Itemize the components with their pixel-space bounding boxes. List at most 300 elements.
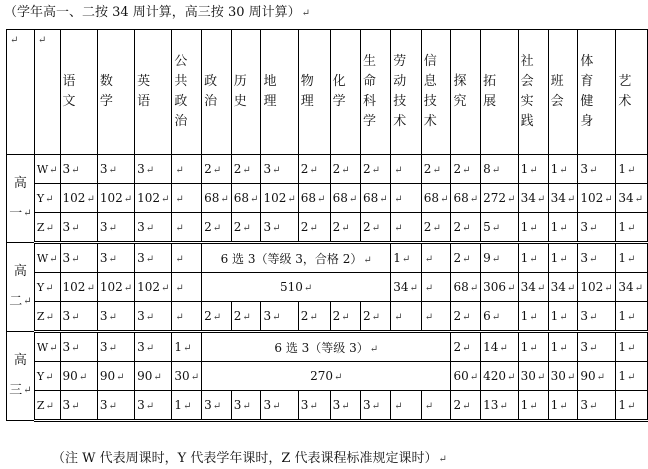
table-cell [548,184,578,213]
subject-header-label [301,30,328,154]
paragraph-mark-icon [567,372,575,383]
table-cell [391,273,422,302]
subject-header-char: 技 [423,94,437,109]
paragraph-mark-icon [462,312,470,323]
subject-header [97,30,134,155]
paragraph-mark-icon [462,223,470,234]
table-cell [481,155,518,184]
table-cell [578,302,616,332]
table-cell [60,155,97,184]
row-type-text: W [36,162,49,176]
paragraph-mark-icon [146,312,154,323]
table-cell [330,302,360,332]
cell-value: 34 [550,280,566,294]
cell-value: 1 [520,398,529,412]
paragraph-mark-icon [175,312,183,323]
cell-value: 2 [233,162,242,176]
paragraph-mark-icon [183,401,191,412]
grade-name-char-text: 二 [9,294,23,309]
subject-header-char: 地 [263,74,277,89]
paragraph-mark-icon [567,283,575,294]
table-cell [202,391,232,421]
cell-value: 30 [520,369,536,383]
cell-value: 2 [423,220,432,234]
table-cell [261,391,298,421]
table-cell [548,155,578,184]
paragraph-mark-icon [242,401,250,412]
table-cell [172,302,202,332]
table-cell [202,302,232,332]
paragraph-mark-icon [559,343,567,354]
paragraph-mark-icon [272,165,280,176]
table-cell [135,302,172,332]
cell-value: 1 [618,340,626,354]
table-cell [391,302,422,332]
table-cell [97,184,134,213]
cell-value: 3 [580,162,588,176]
paragraph-mark-icon [363,255,371,266]
table-cell [578,184,616,213]
paragraph-mark-icon [49,343,57,354]
subject-header-label [234,30,259,154]
paragraph-mark-icon [529,165,537,176]
table-cell [97,243,134,273]
header-row [7,30,648,155]
grade-name-char [9,376,31,406]
paragraph-mark-icon [71,343,79,354]
paragraph-mark-icon [589,343,597,354]
table-cell [451,302,481,332]
subject-header-char: 物 [300,74,314,89]
cell-value: 1 [618,369,626,383]
schedule-table [6,29,648,422]
row-type-text: W [36,251,49,265]
table-cell [231,391,261,421]
table-row [7,391,648,421]
paragraph-mark-icon [45,401,53,412]
subject-header-char: 劳 [393,54,407,69]
paragraph-mark-icon [529,343,537,354]
subject-header-label [483,30,515,154]
table-cell [578,155,616,184]
table-cell [202,184,232,213]
paragraph-mark-icon [559,254,567,265]
table-cell [548,213,578,243]
subject-header [360,30,390,155]
table-row [7,184,648,213]
cell-value: 3 [99,309,108,323]
cell-value: 102 [580,191,604,205]
table-cell [518,243,548,273]
table-cell [451,391,481,421]
cell-value: 3 [263,162,272,176]
paragraph-mark-icon [372,165,380,176]
table-cell [421,302,451,332]
table-cell [330,213,360,243]
table-cell [548,391,578,421]
cell-value: 3 [62,309,71,323]
table-cell [421,213,451,243]
subject-header [261,30,298,155]
subject-header [60,30,97,155]
merged-cell [202,243,391,273]
table-cell [616,184,648,213]
paragraph-mark-icon [287,194,295,205]
paragraph-mark-icon [108,401,116,412]
paragraph-mark-icon [394,223,402,234]
cell-value: 1 [550,251,559,265]
subject-header-label [521,30,546,154]
subject-header-char: 语 [137,94,151,109]
table-cell [135,273,172,302]
cell-value: 3 [137,398,145,412]
paragraph-mark-icon [492,223,500,234]
row-type-text: Z [36,398,45,412]
table-cell [261,213,298,243]
paragraph-mark-icon [470,194,478,205]
paragraph-mark-icon [372,223,380,234]
paragraph-mark-icon [537,283,545,294]
cell-value: 2 [453,251,462,265]
table-cell [261,184,298,213]
table-cell [60,391,97,421]
cell-value: 3 [233,398,242,412]
table-row [7,332,648,362]
cell-value: 1 [550,220,559,234]
table-cell [97,213,134,243]
subject-header-label [100,30,132,154]
table-cell [481,273,518,302]
subject-header-char: 术 [393,114,407,129]
paragraph-mark-icon [492,312,500,323]
paragraph-mark-icon [45,194,53,205]
paragraph-mark-icon [394,194,402,205]
cell-value: 2 [362,309,371,323]
paragraph-mark-icon [589,165,597,176]
paragraph-mark-icon [45,283,53,294]
paragraph-mark-icon [370,344,378,355]
table-cell [548,273,578,302]
subject-header [548,30,578,155]
paragraph-mark-icon [372,312,380,323]
paragraph-mark-icon [175,254,183,265]
grade-name [9,243,32,331]
subject-header-char: 体 [580,54,594,69]
table-cell [421,155,451,184]
cell-value: 3 [580,251,588,265]
subject-header-char: 会 [550,94,564,109]
table-cell [97,155,134,184]
table-cell [518,302,548,332]
paragraph-mark-icon [627,401,635,412]
cell-value: 2 [453,220,462,234]
paragraph-mark-icon [341,312,349,323]
row-type-text: Z [36,309,45,323]
cell-value: 3 [300,398,309,412]
paragraph-mark-icon [470,372,478,383]
paragraph-mark-icon [341,223,349,234]
table-cell [451,184,481,213]
paragraph-mark-icon [462,343,470,354]
merged-cell-text: 6 选 3（等级 3，合格 2） [220,251,363,266]
cell-value: 13 [483,398,499,412]
table-cell [231,302,261,332]
cell-value: 3 [362,398,371,412]
cell-value: 90 [99,369,116,383]
paragraph-mark-icon [213,401,221,412]
cell-value: 1 [550,309,559,323]
paragraph-mark-icon [213,223,221,234]
table-cell [616,273,648,302]
subject-header-char: 化 [332,74,346,89]
cell-value: 68 [423,191,440,205]
cell-value: 1 [520,162,529,176]
table-cell [60,302,97,332]
subject-header [578,30,616,155]
table-cell [616,362,648,391]
subject-header-char: 政 [174,94,188,109]
table-cell [231,213,261,243]
table-cell [391,155,422,184]
paragraph-mark-icon [175,223,183,234]
cell-value: 1 [520,309,529,323]
cell-value: 6 [483,309,491,323]
subject-header-char: 史 [233,94,247,109]
subject-header-label [137,30,169,154]
table-cell [231,155,261,184]
cell-value: 2 [233,309,242,323]
subject-header [518,30,548,155]
subject-header-char: 技 [393,94,407,109]
paragraph-mark-icon [309,165,317,176]
cell-value: 3 [263,398,272,412]
table-cell [578,391,616,421]
cell-value: 1 [618,309,626,323]
table-cell [616,391,648,421]
paragraph-mark-icon [86,194,94,205]
paragraph-mark-icon [462,254,470,265]
table-cell [97,302,134,332]
subject-header-label [580,30,613,154]
table-cell [391,184,422,213]
table-row [7,243,648,273]
subject-header-char: 身 [580,114,594,129]
paragraph-mark-icon [108,254,116,265]
cell-value: 90 [580,369,596,383]
cell-value: 3 [99,340,108,354]
subject-header [616,30,648,155]
table-cell [172,273,202,302]
paragraph-mark-icon [124,283,132,294]
cell-value: 2 [204,309,212,323]
paragraph-mark-icon [589,312,597,323]
row-type-label [34,184,60,213]
cell-value: 3 [99,251,108,265]
row-type-label [34,155,60,184]
row-type-text: Y [36,369,45,383]
paragraph-mark-icon [317,194,325,205]
paragraph-mark-icon [108,165,116,176]
table-cell [481,332,518,362]
table-cell [451,362,481,391]
subject-header-char: 语 [62,74,76,89]
table-cell [578,332,616,362]
subject-header-label [174,30,199,154]
cell-value: 2 [300,162,309,176]
row-type-text: Y [36,191,45,205]
table-cell [360,155,390,184]
paragraph-mark-icon [220,194,228,205]
cell-value: 68 [204,191,220,205]
cell-value: 68 [453,191,469,205]
table-cell [518,273,548,302]
cell-value: 60 [453,369,469,383]
table-cell [231,184,261,213]
table-cell [60,213,97,243]
table-cell [548,243,578,273]
row-type-text: Z [36,220,45,234]
cell-value: 30 [174,369,190,383]
paragraph-mark-icon [559,312,567,323]
table-cell [261,302,298,332]
subject-header [298,30,330,155]
cell-value: 2 [453,309,462,323]
grade-label [7,243,35,332]
subject-header-char: 会 [520,74,534,89]
paragraph-mark-icon [589,401,597,412]
merged-cell [202,273,391,302]
grade-name [9,155,32,242]
paragraph-mark-icon [507,372,515,383]
subject-header-char: 理 [263,94,277,109]
paragraph-mark-icon [499,343,507,354]
subject-header [231,30,261,155]
paragraph-mark-icon [402,254,410,265]
paragraph-mark-icon [191,372,199,383]
table-cell [451,155,481,184]
cell-value: 90 [137,369,153,383]
paragraph-mark-icon [309,223,317,234]
subject-header-char: 学 [99,94,113,109]
table-cell [578,362,616,391]
table-cell [60,332,97,362]
table-cell [518,184,548,213]
table-cell [172,213,202,243]
grade-name-char: 高 [13,175,27,191]
grade-label [7,155,35,243]
table-cell [172,155,202,184]
subject-header [330,30,360,155]
cell-value: 14 [483,340,499,354]
paragraph-mark-icon [507,194,515,205]
paragraph-mark-icon [529,401,537,412]
paragraph-mark-icon [507,283,515,294]
paragraph-mark-icon [45,372,53,383]
paragraph-mark-icon [213,165,221,176]
paragraph-mark-icon [432,165,440,176]
subject-header-char: 治 [204,94,218,109]
paragraph-mark-icon [394,165,402,176]
paragraph-mark-icon [213,312,221,323]
subject-header [202,30,232,155]
subject-header-label [333,30,358,154]
paragraph-mark-icon [334,372,342,383]
table-cell [360,391,390,421]
paragraph-mark-icon [108,343,116,354]
merged-cell [202,362,451,391]
table-cell [60,243,97,273]
paragraph-mark-icon [49,254,57,265]
paragraph-mark-icon [597,372,605,383]
cell-value: 420 [483,369,507,383]
subject-header-char: 息 [423,74,437,89]
paragraph-mark-icon [146,254,154,265]
cell-value: 2 [362,220,371,234]
table-row [7,273,648,302]
cell-value: 9 [483,251,491,265]
merged-cell-text: 6 选 3（等级 3） [274,340,369,355]
corner-cell [34,30,60,155]
table-caption: （学年高一、二按 34 周计算，高三按 30 周计算） ↵ [4,4,310,22]
paragraph-mark-icon [146,343,154,354]
subject-header-char: 动 [393,74,407,89]
table-cell [60,273,97,302]
paragraph-mark-icon [462,165,470,176]
table-cell [518,213,548,243]
paragraph-mark-icon [79,372,87,383]
table-cell [135,332,172,362]
row-type-text: W [36,340,49,354]
paragraph-mark-icon [349,194,357,205]
cell-value: 1 [618,220,626,234]
paragraph-mark-icon [71,165,79,176]
table-cell [135,391,172,421]
subject-header-label [618,30,645,154]
cell-value: 2 [332,162,341,176]
paragraph-mark-icon [309,401,317,412]
paragraph-mark-icon [627,372,635,383]
table-cell [135,155,172,184]
table-row [7,155,648,184]
paragraph-mark-icon [379,194,387,205]
paragraph-mark-icon [425,401,433,412]
paragraph-mark-icon [161,194,169,205]
cell-value: 1 [550,398,559,412]
cell-value: 306 [483,280,507,294]
cell-value: 68 [233,191,250,205]
paragraph-mark-icon [589,254,597,265]
paragraph-mark-icon [589,223,597,234]
table-cell [172,362,202,391]
subject-header-char: 拓 [483,74,497,89]
cell-value: 3 [99,220,108,234]
cell-value: 34 [618,280,634,294]
table-cell [421,243,451,273]
paragraph-mark-icon [529,223,537,234]
paragraph-mark-icon [394,312,402,323]
cell-value: 34 [520,191,536,205]
subject-header [481,30,518,155]
cell-value: 102 [263,191,287,205]
subject-header-char: 文 [62,94,76,109]
subject-header-char: 生 [362,54,376,69]
paragraph-mark-icon [627,312,635,323]
paragraph-mark-icon [309,312,317,323]
table-cell [135,184,172,213]
row-type-label [34,391,60,421]
paragraph-mark-icon [604,283,612,294]
subject-header [421,30,451,155]
